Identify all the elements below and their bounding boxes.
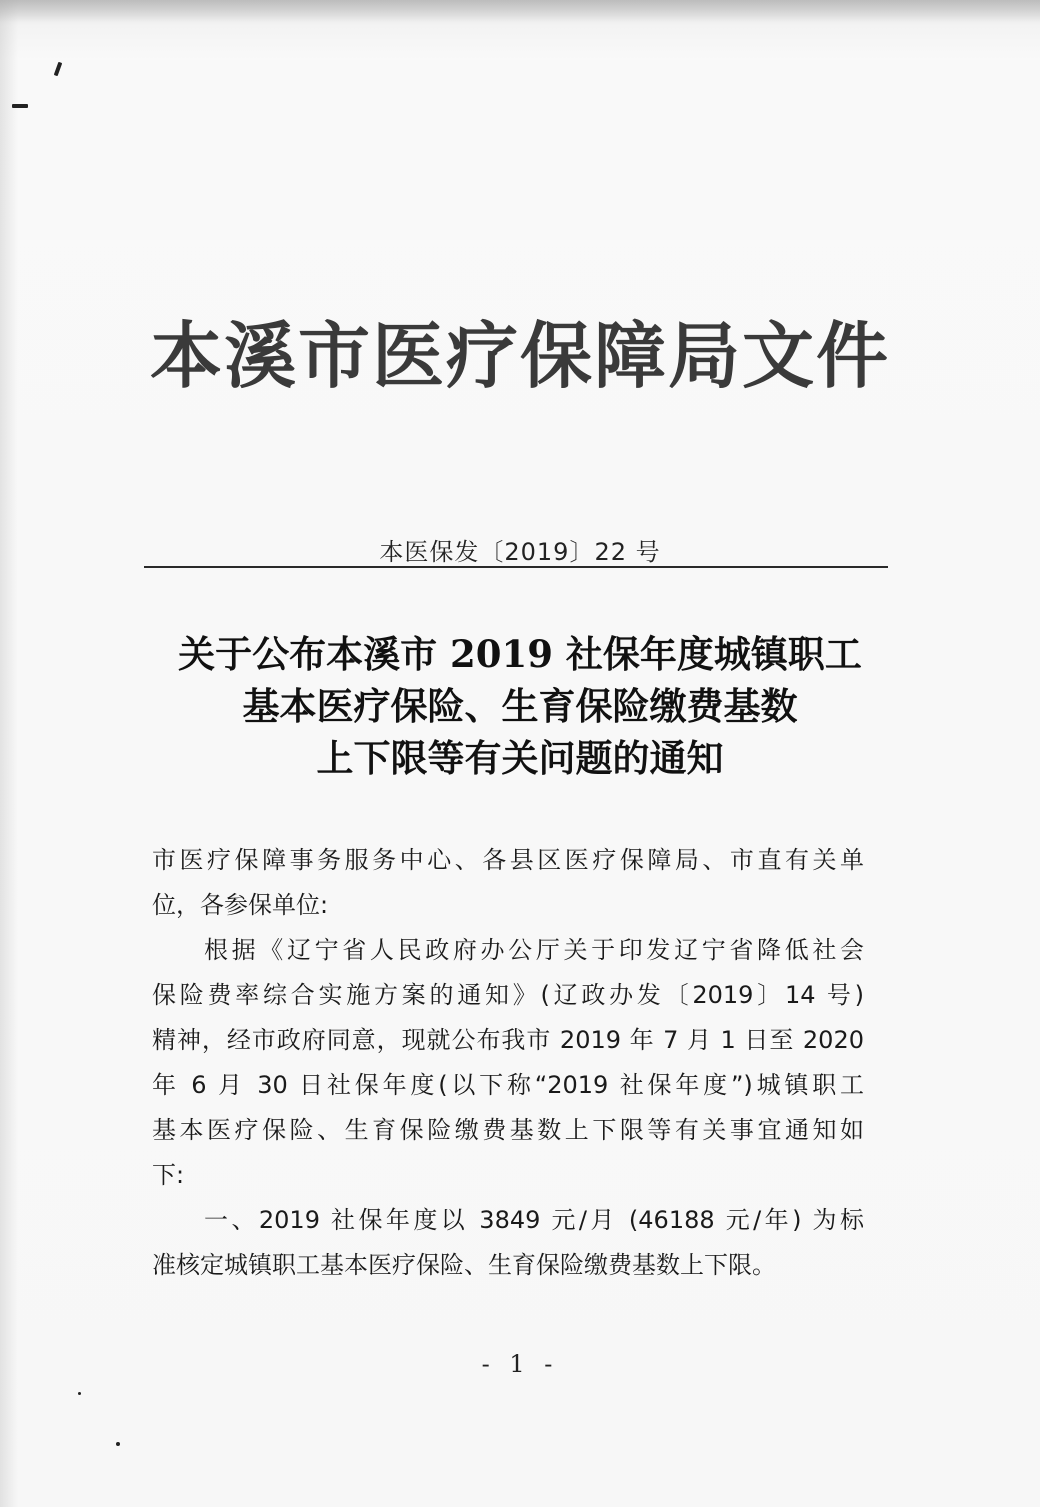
scan-top-shadow: [0, 0, 1040, 22]
paragraph-line: 保险费率综合实施方案的通知》(辽政办发〔2019〕14 号): [152, 981, 864, 1009]
paragraph-line: 年 6 月 30 日社保年度(以下称“2019 社保年度”)城镇职工: [152, 1071, 864, 1099]
notice-title: [120, 628, 920, 784]
notice-title-line: 基本医疗保险、生育保险缴费基数: [242, 684, 798, 728]
paragraph-line: 精神，经市政府同意，现就公布我市 2019 年 7 月 1 日至 2020: [152, 1026, 864, 1054]
scan-mark: [116, 1442, 120, 1446]
scan-left-shadow: [0, 0, 18, 1507]
scan-mark: [78, 1392, 81, 1395]
paragraph-line: 根据《辽宁省人民政府办公厅关于印发辽宁省降低社会: [204, 936, 864, 964]
scan-mark: [54, 62, 63, 77]
notice-body: [152, 838, 864, 1288]
scan-mark: [12, 104, 28, 108]
paragraph-line: 基本医疗保险、生育保险缴费基数上下限等有关事宜通知如: [152, 1116, 864, 1144]
document-number: 本医保发〔2019〕22 号: [379, 538, 661, 566]
page-number: - 1 -: [481, 1350, 559, 1378]
recipients-line: 市医疗保障事务服务中心、各县区医疗保障局、市直有关单: [152, 846, 864, 874]
paragraph-line: 下:: [152, 1161, 185, 1189]
agency-title: 本溪市医疗保障局文件: [149, 313, 890, 398]
paragraph-line: 一、2019 社保年度以 3849 元/月 (46188 元/年) 为标: [204, 1206, 864, 1234]
paragraph-line: 准核定城镇职工基本医疗保险、生育保险缴费基数上下限。: [152, 1251, 776, 1279]
notice-title-line: 关于公布本溪市 2019 社保年度城镇职工: [178, 632, 862, 676]
recipients-line: 位，各参保单位:: [152, 891, 329, 919]
header-rule: [144, 566, 888, 568]
notice-title-line: 上下限等有关问题的通知: [316, 736, 724, 780]
